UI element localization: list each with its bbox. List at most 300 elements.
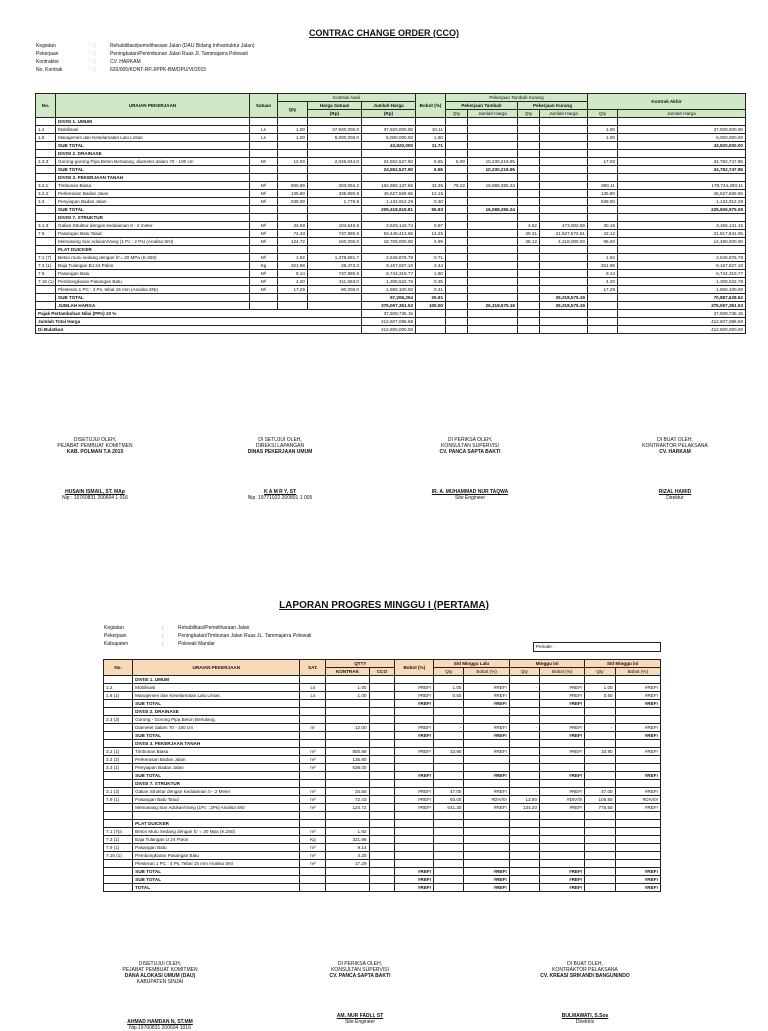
th-harga-satuan: Harga Satuan — [308, 102, 362, 110]
cell-uraian: Pasangan Batu — [133, 844, 300, 852]
info-row — [104, 624, 311, 632]
th2-lalu-bobot: Bobot (%) — [464, 668, 509, 676]
cell-kq — [518, 270, 540, 278]
table-row — [104, 692, 661, 700]
cell-bb — [395, 780, 434, 788]
cco-title: CONTRAC CHANGE ORDER (CCO) — [309, 28, 459, 38]
cell-no — [104, 884, 133, 892]
cell-qty: 800.89 — [278, 182, 308, 190]
th-satuan: Satuan — [250, 94, 278, 118]
cell-no: 2.3.3 — [36, 158, 56, 166]
cell-qty — [278, 142, 308, 150]
cell-qty: 12.00 — [278, 158, 308, 166]
cell-uraian: Pasangan Batu Talud — [133, 796, 300, 804]
signature-block — [600, 437, 750, 501]
cell-kj — [540, 142, 588, 150]
cell-c — [369, 812, 395, 820]
cell-sat: m' — [300, 724, 326, 732]
cell-bb: #REF! — [395, 788, 434, 796]
cell-tj — [468, 262, 518, 270]
cell-k — [326, 700, 369, 708]
th-tambah-qty: Qty — [446, 110, 468, 118]
cell-qty: 135.80 — [278, 190, 308, 198]
cell-no: 7.3 (1) — [36, 262, 56, 270]
cell-lb — [464, 780, 509, 788]
cell-sb — [615, 836, 660, 844]
cell-c — [369, 860, 395, 868]
cell-lb: #REF! — [464, 732, 509, 740]
signature-l2: KONTRAKTOR PELAKSANA — [642, 443, 708, 449]
cell-lq — [434, 852, 464, 860]
cell-uraian: Perkerasan Badan Jalan — [133, 756, 300, 764]
cell-sat — [250, 206, 278, 214]
cell-aq: 96.60 — [588, 238, 618, 246]
cell-no: 3.2.2 — [36, 190, 56, 198]
empty-cell — [588, 310, 618, 318]
cell-sat: M³ — [250, 182, 278, 190]
cell-tq — [446, 302, 468, 310]
cell-sq — [585, 772, 615, 780]
cell-qty — [278, 246, 308, 254]
cell-uraian: TOTAL — [133, 884, 300, 892]
cell-ib — [540, 764, 585, 772]
cell-lq — [434, 740, 464, 748]
cell-sq — [585, 780, 615, 788]
cell-sat — [300, 780, 326, 788]
cell-sat: M² — [250, 238, 278, 246]
cell-kj — [540, 166, 588, 174]
cell-sat — [250, 302, 278, 310]
table-row — [104, 764, 661, 772]
cell-sat: m² — [300, 860, 326, 868]
cell-tq — [446, 294, 468, 302]
cell-kq — [518, 254, 540, 262]
cell-sq — [585, 828, 615, 836]
cell-c — [369, 844, 395, 852]
cell-jh: 209,418,619.81 — [362, 206, 416, 214]
cell-tq — [446, 118, 468, 126]
subtotal-row — [36, 166, 746, 174]
cell-lq — [434, 700, 464, 708]
row-akhir-jumlah: 37,509,735.15 — [618, 310, 746, 318]
cell-bb: 0.30 — [416, 198, 446, 206]
cell-sat — [300, 884, 326, 892]
signature-l3: CV. KREASI SRIKANDI BANGUNINDO — [540, 973, 630, 979]
cell-tj — [468, 142, 518, 150]
cell-sb: #REF! — [615, 868, 660, 876]
cell-lb — [464, 812, 509, 820]
cell-bb: 43.36 — [416, 182, 446, 190]
cell-sb — [615, 740, 660, 748]
cell-lb — [464, 716, 509, 724]
cell-tq — [446, 198, 468, 206]
info-key: Kegiatan — [104, 625, 124, 631]
th-kurang: Pekerjaan Kurang — [518, 102, 588, 110]
subtotal-row — [104, 700, 661, 708]
empty-cell — [518, 326, 540, 334]
cell-no — [104, 860, 133, 868]
th2-sdini-bobot: Bobot (%) — [615, 668, 660, 676]
th2-sdini-qty: Qty — [585, 668, 615, 676]
cell-aj: 9,167,827.10 — [618, 262, 746, 270]
cell-aj: 14,490,000.00 — [618, 238, 746, 246]
cell-lq — [434, 772, 464, 780]
cell-tj — [468, 278, 518, 286]
cell-lb: #REF! — [464, 804, 509, 812]
cell-hs: 311,663.0 — [308, 278, 362, 286]
cell-qty: 1.00 — [278, 126, 308, 134]
cell-aj: 1,556,100.00 — [618, 286, 746, 294]
table-row — [104, 812, 661, 820]
subtotal-row — [36, 294, 746, 302]
table-row — [104, 756, 661, 764]
info-key: No. Kontrak — [36, 67, 63, 73]
cell-lb — [464, 764, 509, 772]
cell-kj — [540, 134, 588, 142]
cell-aj: 43,920,000.00 — [618, 142, 746, 150]
cell-no — [36, 118, 56, 126]
cell-hs: 28,473.3 — [308, 262, 362, 270]
cell-iq: - — [509, 788, 539, 796]
cell-aq — [588, 214, 618, 222]
cell-jh: 24,552,527.90 — [362, 158, 416, 166]
cell-k — [326, 732, 369, 740]
th2-uraian: URAIAN PEKERJAAN — [133, 660, 300, 676]
info-key: Pekerjaan — [104, 633, 127, 639]
cell-sat — [250, 294, 278, 302]
cell-jh: 1,556,100.00 — [362, 286, 416, 294]
cell-qty — [278, 206, 308, 214]
cell-aq — [588, 246, 618, 254]
cell-bb: #REF! — [395, 748, 434, 756]
signature-l3: CV. HARKAM — [659, 449, 691, 455]
cell-tq — [446, 230, 468, 238]
cell-k: 135.80 — [326, 756, 369, 764]
cell-qty — [278, 166, 308, 174]
cell-uraian: PLAT DUICKER — [56, 246, 250, 254]
cell-ib — [540, 716, 585, 724]
division-row — [104, 780, 661, 788]
cell-jh: 2,646,876.79 — [362, 254, 416, 262]
cell-aj: 2,646,876.79 — [618, 254, 746, 262]
info-colon: : — [162, 625, 164, 631]
cell-lq: 1.00 — [434, 684, 464, 692]
cell-c — [369, 748, 395, 756]
cell-no — [36, 294, 56, 302]
cell-bb: #REF! — [395, 700, 434, 708]
cell-k — [326, 868, 369, 876]
cell-aj: 70,887,628.62 — [618, 294, 746, 302]
cell-bb: 0.71 — [416, 254, 446, 262]
cell-c — [369, 876, 395, 884]
cell-sb — [615, 764, 660, 772]
subtotal-row — [104, 772, 661, 780]
signer-name: K A M R Y, ST — [263, 489, 297, 495]
cell-lb: #REF! — [464, 772, 509, 780]
cell-ib: #REF! — [540, 772, 585, 780]
cell-ib: #REF! — [540, 788, 585, 796]
cell-bb — [416, 174, 446, 182]
cell-c — [369, 788, 395, 796]
cell-sb — [615, 676, 660, 684]
th-uraian: URAIAN PEKERJAAN — [56, 94, 250, 118]
cell-sq — [585, 716, 615, 724]
cell-lq — [434, 812, 464, 820]
cell-no: 3.2.1 — [36, 182, 56, 190]
cell-c — [369, 836, 395, 844]
cell-lb: #REF! — [464, 692, 509, 700]
cell-hs: 203,094.2 — [308, 182, 362, 190]
cell-jh: 162,656,137.86 — [362, 182, 416, 190]
cell-sat: M³ — [250, 222, 278, 230]
cell-uraian: DIVISI 3. PEKERJAAN TANAH — [133, 740, 300, 748]
cell-lb — [464, 860, 509, 868]
cell-tq — [446, 262, 468, 270]
th2-no: No. — [104, 660, 133, 676]
table-row — [104, 828, 661, 836]
cell-tj: 16,088,355.24 — [468, 206, 518, 214]
cell-qty: 17.29 — [278, 286, 308, 294]
info-value: CV. HARKAM — [110, 59, 141, 65]
cell-hs — [308, 150, 362, 158]
cell-lb — [464, 820, 509, 828]
cell-kj — [540, 174, 588, 182]
empty-cell — [540, 310, 588, 318]
cell-aq: 1.00 — [588, 134, 618, 142]
cell-aq — [588, 166, 618, 174]
cell-bb — [395, 844, 434, 852]
cell-lq: 93.00 — [434, 796, 464, 804]
cell-ib — [540, 740, 585, 748]
cell-sb: #DIV/0! — [615, 796, 660, 804]
cell-uraian: Beton mutu sedang dengan fc'= 20 MPa (K-250) — [56, 254, 250, 262]
th-rp2: (Rp) — [362, 110, 416, 118]
cell-iq — [509, 716, 539, 724]
cell-uraian: Gorong - Gorong Pipa Beton Bertulang, — [133, 716, 300, 724]
cell-bb — [416, 246, 446, 254]
signature-space — [510, 979, 660, 1013]
cell-uraian: Memasang Siar Adukan/Voeg (1Pc : 2Ps) Analisa SNI — [133, 804, 300, 812]
cell-iq — [509, 844, 539, 852]
cell-jh: 37,920,000.00 — [362, 126, 416, 134]
table-row — [104, 836, 661, 844]
cell-k — [326, 708, 369, 716]
cell-sq — [585, 764, 615, 772]
cell-kj — [540, 246, 588, 254]
cell-bb: #REF! — [395, 876, 434, 884]
cell-tq — [446, 126, 468, 134]
cell-hs — [308, 118, 362, 126]
table-row — [36, 286, 746, 294]
signer-name: AHMAD HAMDAN N, ST.MM — [127, 1019, 193, 1025]
cell-kj — [540, 198, 588, 206]
cell-k: 1.00 — [326, 692, 369, 700]
cell-sq — [585, 708, 615, 716]
cell-c — [369, 708, 395, 716]
cell-tj — [468, 294, 518, 302]
signature-space — [20, 455, 170, 489]
table-row — [104, 804, 661, 812]
cell-jh: 3,629,143.74 — [362, 222, 416, 230]
cell-aj — [618, 150, 746, 158]
info-value: Peningkatan/Timbunan Jalan Ruas JL. Tammajarra Polewali — [178, 633, 312, 639]
cell-no — [36, 206, 56, 214]
cell-kq — [518, 302, 540, 310]
cell-aj — [618, 174, 746, 182]
periode-box — [533, 642, 661, 652]
cell-iq — [509, 812, 539, 820]
subtotal-row — [36, 302, 746, 310]
info-value: Polewali Mandar — [178, 641, 215, 647]
table-row — [36, 326, 746, 334]
cell-bb: 6.55 — [416, 158, 446, 166]
division-row — [104, 740, 661, 748]
signature-l3: CV. PANCA SAPTA BAKTI — [329, 973, 391, 979]
cell-sb — [615, 828, 660, 836]
cell-iq — [509, 748, 539, 756]
cell-kq: 4.52 — [518, 222, 540, 230]
cell-lb — [464, 836, 509, 844]
cell-bb: 2.44 — [416, 262, 446, 270]
cell-sat — [300, 740, 326, 748]
cell-bb: 14.25 — [416, 230, 446, 238]
cell-hs — [308, 174, 362, 182]
cell-ib — [540, 708, 585, 716]
cell-uraian: Plesteran 1 PC : 4 Ps, Tebal 15 mm Analisa SNI — [133, 860, 300, 868]
cell-aj — [618, 214, 746, 222]
cell-sq: 105.80 — [585, 796, 615, 804]
cell-tq — [446, 238, 468, 246]
cell-sat: m³ — [300, 828, 326, 836]
cell-sat: m³ — [300, 852, 326, 860]
cell-lq — [434, 860, 464, 868]
cell-uraian: SUB TOTAL — [133, 876, 300, 884]
cell-iq — [509, 756, 539, 764]
cell-aj: 225,506,975.05 — [618, 206, 746, 214]
cell-jh: 1,308,522.76 — [362, 278, 416, 286]
cell-sq: 775.50 — [585, 804, 615, 812]
cell-sb — [615, 852, 660, 860]
cell-iq — [509, 852, 539, 860]
cell-bb: #REF! — [395, 884, 434, 892]
cell-no: 1.2 — [104, 684, 133, 692]
empty-cell — [416, 310, 446, 318]
cell-tj: 10,230,219.95 — [468, 158, 518, 166]
cell-kq — [518, 262, 540, 270]
cell-no: 3.1 (3) — [104, 788, 133, 796]
cell-sat — [250, 118, 278, 126]
cell-tj — [468, 126, 518, 134]
progress-table — [103, 659, 661, 892]
cell-qty: 4.20 — [278, 278, 308, 286]
cell-lq: 33.90 — [434, 748, 464, 756]
th-kurang-jh: Jumlah Harga — [540, 110, 588, 118]
cell-kj — [540, 150, 588, 158]
signature-l3: KAB. POLMAN T.A 2015 — [66, 449, 124, 455]
cell-kq: 29.31 — [518, 230, 540, 238]
cell-sat — [300, 868, 326, 876]
cell-iq — [509, 884, 539, 892]
cell-kq — [518, 134, 540, 142]
signer-position: Nip. 19771022 200801 1 005 — [247, 495, 313, 501]
cell-uraian: Baja Tulangan BJ 24 Polos — [56, 262, 250, 270]
cell-iq: 12.80 — [509, 796, 539, 804]
cell-c — [369, 884, 395, 892]
empty-cell — [518, 318, 540, 326]
cell-sat — [300, 820, 326, 828]
cell-kj: 26,318,575.19 — [540, 294, 588, 302]
division-row — [104, 676, 661, 684]
cell-qty — [278, 174, 308, 182]
cell-no — [104, 804, 133, 812]
cell-tj — [468, 254, 518, 262]
cell-lb: #REF! — [464, 684, 509, 692]
table-row — [104, 852, 661, 860]
cell-sq — [585, 732, 615, 740]
cell-sat: M³ — [250, 254, 278, 262]
cell-hs: 150,000.0 — [308, 238, 362, 246]
cell-aj: 3,156,141.15 — [618, 222, 746, 230]
cell-sb — [615, 708, 660, 716]
cell-aq: 321.98 — [588, 262, 618, 270]
cell-kj — [540, 270, 588, 278]
cell-sat: M³ — [250, 270, 278, 278]
cell-lq: 641.30 — [434, 804, 464, 812]
empty-cell — [518, 310, 540, 318]
signer-position: Direktur — [666, 495, 684, 501]
cell-sq — [585, 740, 615, 748]
cell-tj — [468, 174, 518, 182]
cell-sat — [250, 246, 278, 254]
cell-c — [369, 804, 395, 812]
cell-ib — [540, 828, 585, 836]
cell-bb: 1.60 — [416, 134, 446, 142]
cell-kj — [540, 190, 588, 198]
signer-position: Direktris — [575, 1019, 595, 1025]
cell-no — [36, 246, 56, 254]
cell-uraian: SUB TOTAL — [56, 166, 250, 174]
cell-uraian: Plesteran 1 PC : 4 Ps, tebal 15 mm (Analisa SNI) — [56, 286, 250, 294]
cell-uraian: Galian Struktur dengan kedalaman 0 - 2 meter — [56, 222, 250, 230]
cell-no — [36, 214, 56, 222]
cell-hs — [308, 214, 362, 222]
cell-hs — [308, 246, 362, 254]
cell-kj — [540, 118, 588, 126]
cell-kj — [540, 206, 588, 214]
signature-l4: KABUPATEN SINJAI — [136, 979, 184, 985]
cell-hs — [308, 206, 362, 214]
cell-bb — [416, 150, 446, 158]
cell-sb: #REF! — [615, 732, 660, 740]
division-row — [36, 150, 746, 158]
cell-sb: #REF! — [615, 724, 660, 732]
cell-no: 7.9 (1) — [104, 796, 133, 804]
cell-tj — [468, 286, 518, 294]
cell-hs — [308, 166, 362, 174]
cell-tq — [446, 270, 468, 278]
cell-sat — [300, 732, 326, 740]
cell-kj — [540, 278, 588, 286]
cell-qty — [278, 302, 308, 310]
th2-ini-qty: Qty — [509, 668, 539, 676]
cell-ib — [540, 780, 585, 788]
cell-no — [36, 286, 56, 294]
cell-jh: 1,134,912.29 — [362, 198, 416, 206]
cell-sb — [615, 844, 660, 852]
cell-aq — [588, 118, 618, 126]
signature-l3: CV. PANCA SAPTA BAKTI — [439, 449, 501, 455]
progress-title: LAPORAN PROGRES MINGGU I (PERTAMA) — [279, 600, 489, 611]
